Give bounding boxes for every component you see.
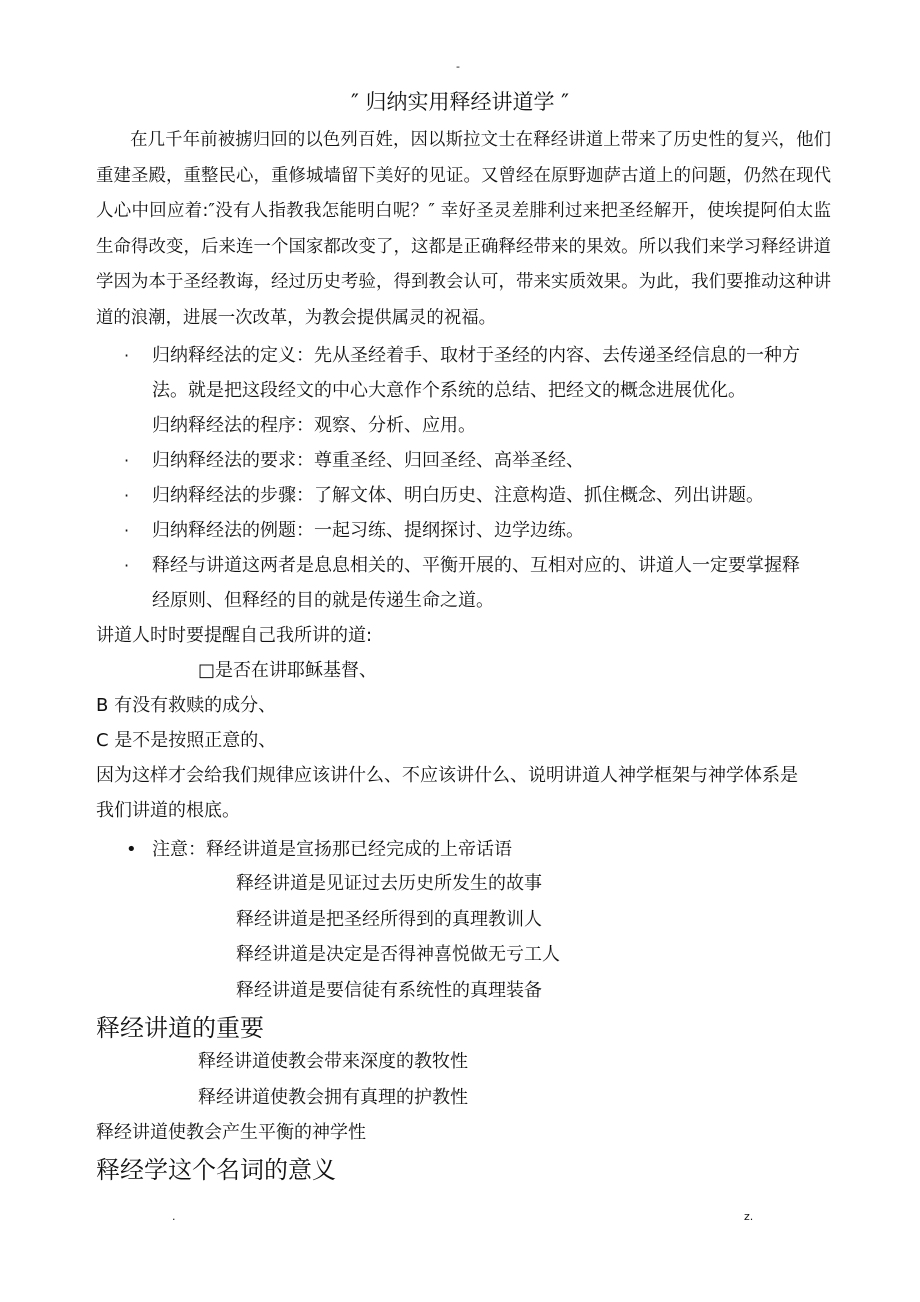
bullet-text: 归纳释经法的要求：尊重圣经、归回圣经、高举圣经、 bbox=[152, 450, 584, 471]
importance-last-line: 释经讲道使教会产生平衡的神学性 bbox=[96, 1122, 366, 1143]
footer-right-mark: z. bbox=[744, 1210, 754, 1223]
check-item: B 有没有救赎的成分、 bbox=[96, 695, 277, 716]
check-item: C 是不是按照正意的、 bbox=[96, 730, 277, 751]
bullet-marker: · bbox=[124, 486, 130, 505]
bullet-text: 经原则、但释经的目的就是传递生命之道。 bbox=[152, 590, 494, 611]
notice-line: 释经讲道是见证过去历史所发生的故事 bbox=[236, 873, 542, 894]
bullet-text: 归纳释经法的程序：观察、分析、应用。 bbox=[152, 415, 476, 436]
notice-line: 释经讲道是决定是否得神喜悦做无亏工人 bbox=[236, 944, 560, 965]
header-mark: - bbox=[456, 60, 460, 73]
reason-line: 我们讲道的根底。 bbox=[96, 800, 240, 821]
page-title: ″ 归纳实用释经讲道学 ″ bbox=[350, 90, 570, 114]
bullet-marker: · bbox=[124, 521, 130, 540]
notice-marker: • bbox=[126, 839, 137, 860]
reason-line: 因为这样才会给我们规律应该讲什么、不应该讲什么、说明讲道人神学框架与神学体系是 bbox=[96, 765, 798, 786]
check-item: □是否在讲耶稣基督、 bbox=[198, 660, 378, 681]
reminder-intro: 讲道人时时要提醒自己我所讲的道: bbox=[96, 625, 373, 646]
footer-left-mark: . bbox=[172, 1210, 176, 1223]
bullet-marker: · bbox=[124, 346, 130, 365]
bullet-text: 释经与讲道这两者是息息相关的、平衡开展的、互相对应的、讲道人一定要掌握释 bbox=[152, 555, 800, 576]
importance-line: 释经讲道使教会拥有真理的护教性 bbox=[198, 1087, 468, 1108]
bullet-text: 归纳释经法的例题：一起习练、提纲探讨、边学边练。 bbox=[152, 520, 584, 541]
intro-paragraph-text: 在几千年前被掳归回的以色列百姓，因以斯拉文士在释经讲道上带来了历史性的复兴，他们重建圣殿，重整民心，重修城墙留下美好的见证。又曾经在原野迦萨古道上的问题，仍然在现代人心中回应着:″没有人指教我怎能明白呢？″ 幸好圣灵差腓利过来把圣经解开，使埃提阿伯太监生命得改变，后来连一个国家都改变了，这都是正确释经带来的果效。所以我们来学习释经讲道学因为本于圣经教诲，经过历史考验，得到教会认可，带来实质效果。为此，我们要推动这种讲道的浪潮，进展一次改革，为教会提供属灵的祝福。 bbox=[96, 130, 831, 328]
bullet-text: 法。就是把这段经文的中心大意作个系统的总结、把经文的概念进展优化。 bbox=[152, 380, 746, 401]
notice-line: 释经讲道是要信徒有系统性的真理装备 bbox=[236, 980, 542, 1001]
notice-line: 释经讲道是把圣经所得到的真理教训人 bbox=[236, 909, 542, 930]
bullet-marker: · bbox=[124, 451, 130, 470]
bullet-text: 归纳释经法的定义：先从圣经着手、取材于圣经的内容、去传递圣经信息的一种方 bbox=[152, 345, 800, 366]
section-heading-meaning: 释经学这个名词的意义 bbox=[96, 1156, 336, 1184]
notice-first: 注意：释经讲道是宣扬那已经完成的上帝话语 bbox=[152, 839, 512, 860]
section-heading-importance: 释经讲道的重要 bbox=[96, 1014, 264, 1042]
bullet-marker: · bbox=[124, 556, 130, 575]
intro-paragraph bbox=[96, 123, 831, 337]
bullet-text: 归纳释经法的步骤：了解文体、明白历史、注意构造、抓住概念、列出讲题。 bbox=[152, 485, 764, 506]
importance-line: 释经讲道使教会带来深度的教牧性 bbox=[198, 1051, 468, 1072]
